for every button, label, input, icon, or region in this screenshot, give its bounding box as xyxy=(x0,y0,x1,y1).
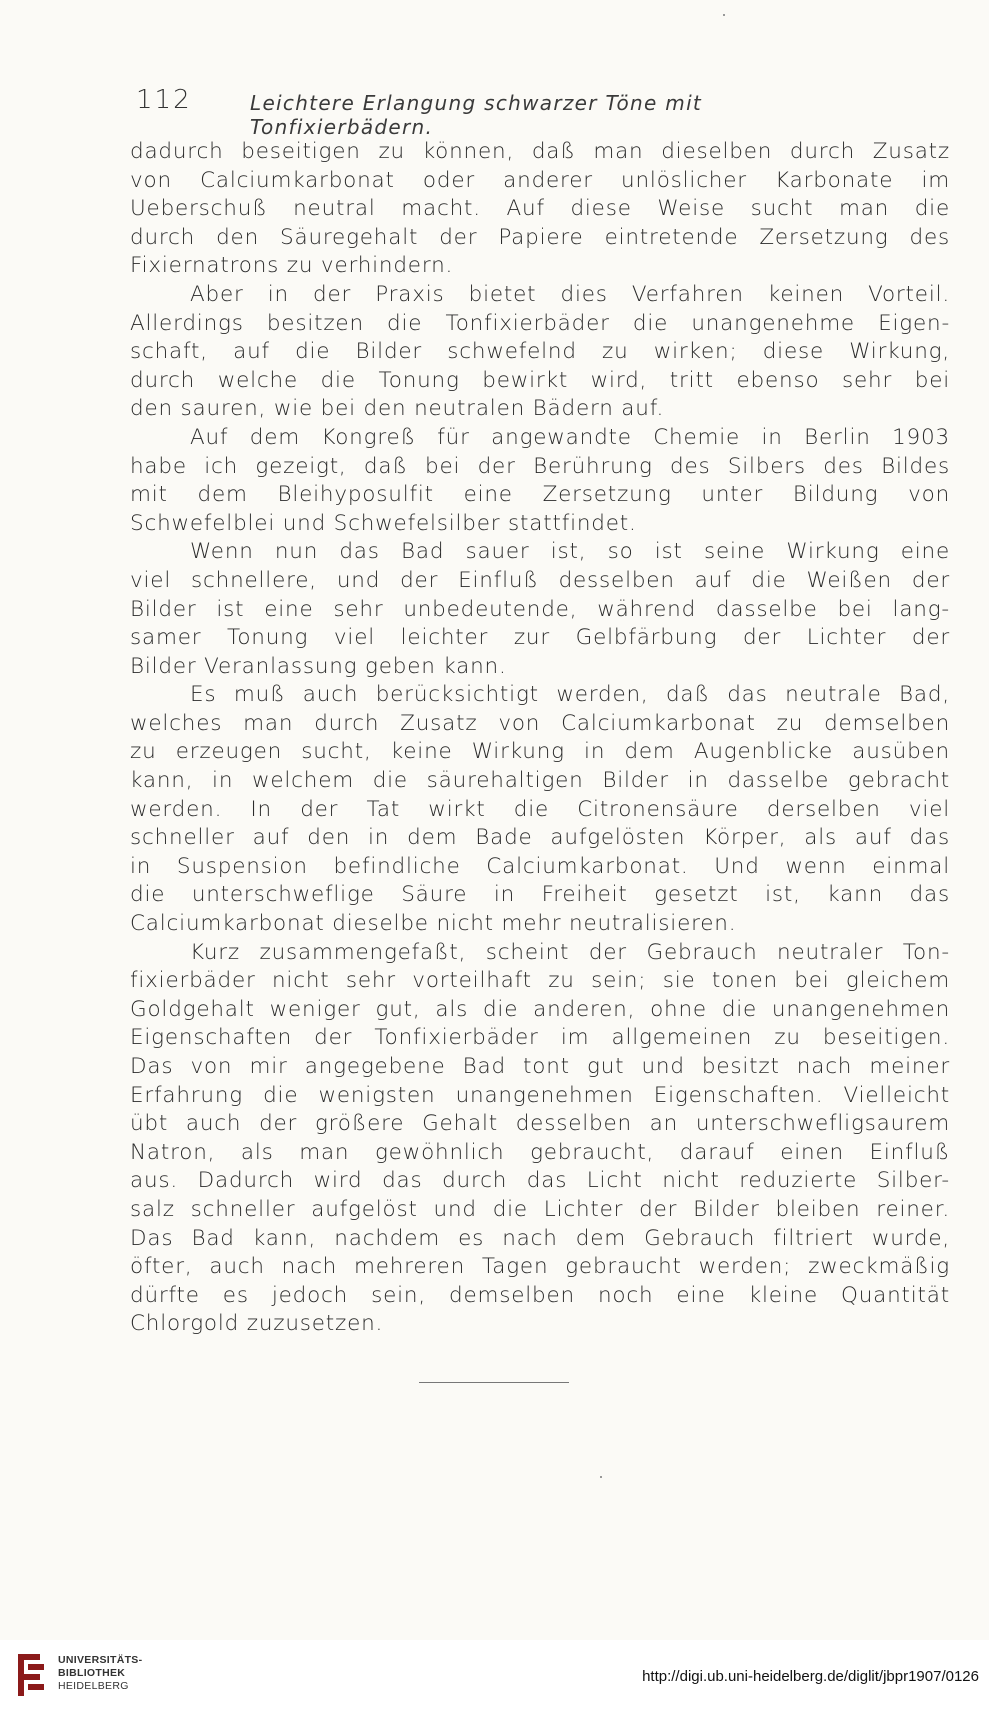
text-line: dadurch beseitigen zu können, daß man dieselben durch Zusatz xyxy=(130,139,950,164)
text-line: Bilder ist eine sehr unbedeutende, während dasselbe bei lang- xyxy=(130,596,950,622)
text-line: in Suspension befindliche Calciumkarbonat. Und wenn einmal xyxy=(130,853,950,879)
paragraph-first-line: Aber in der Praxis bietet dies Verfahren keinen Vorteil. xyxy=(190,281,950,307)
text-line: mit dem Bleihyposulfit eine Zersetzung unter Bildung von xyxy=(130,482,950,508)
paragraph-first-line: Wenn nun das Bad sauer ist, so ist seine Wirkung eine xyxy=(190,539,950,565)
source-url-link[interactable]: http://digi.ub.uni-heidelberg.de/diglit/jbpr1907/0126 xyxy=(642,1668,979,1685)
text-line: Eigenschaften der Tonfixierbäder im allgemeinen zu beseitigen. xyxy=(130,1025,950,1051)
text-line: durch den Säuregehalt der Papiere eintretende Zersetzung des xyxy=(130,224,950,250)
text-line: Schwefelblei und Schwefelsilber stattfindet. xyxy=(130,510,637,536)
text-line: aus. Dadurch wird das durch das Licht nicht reduzierte Silber- xyxy=(130,1168,950,1194)
text-line: Das Bad kann, nachdem es nach dem Gebrauch filtriert wurde, xyxy=(130,1225,950,1251)
text-line: durch welche die Tonung bewirkt wird, tritt ebenso sehr bei xyxy=(130,367,950,393)
text-line: schneller auf den in dem Bade aufgelösten Körper, als auf das xyxy=(130,825,950,851)
library-name-line: UNIVERSITÄTS- xyxy=(58,1654,143,1666)
text-line: die unterschweflige Säure in Freiheit gesetzt ist, kann das xyxy=(130,882,950,908)
body-text xyxy=(130,138,950,1339)
text-line: samer Tonung viel leichter zur Gelbfärbung der Lichter der xyxy=(130,625,950,651)
section-divider xyxy=(419,1382,569,1383)
text-line: salz schneller aufgelöst und die Lichter der Bilder bleiben reiner. xyxy=(130,1196,950,1222)
text-line: habe ich gezeigt, daß bei der Berührung des Silbers des Bildes xyxy=(130,453,950,479)
text-line: schaft, auf die Bilder schwefelnd zu wirken; diese Wirkung, xyxy=(130,339,950,365)
paragraph-first-line: Kurz zusammengefaßt, scheint der Gebrauch neutraler Ton- xyxy=(190,939,950,965)
text-line: öfter, auch nach mehreren Tagen gebraucht werden; zweckmäßig xyxy=(130,1254,950,1280)
text-line: Goldgehalt weniger gut, als die anderen, ohne die unangenehmen xyxy=(130,996,950,1022)
library-logo-icon xyxy=(10,1650,50,1700)
text-line: Ueberschuß neutral macht. Auf diese Weise sucht man die xyxy=(130,196,950,222)
text-line: Bilder Veranlassung geben kann. xyxy=(130,653,507,679)
text-line: werden. In der Tat wirkt die Citronensäure derselben viel xyxy=(130,796,950,822)
text-line: Fixiernatrons zu verhindern. xyxy=(130,253,454,279)
text-line: dürfte es jedoch sein, demselben noch eine kleine Quantität xyxy=(130,1282,950,1308)
page-number: 112 xyxy=(136,85,192,115)
paragraph-first-line: Auf dem Kongreß für angewandte Chemie in Berlin 1903 xyxy=(190,424,950,450)
text-line: von Calciumkarbonat oder anderer unlöslicher Karbonate im xyxy=(130,167,950,193)
running-head: Leichtere Erlangung schwarzer Töne mit Tonfixierbädern. xyxy=(250,91,703,139)
scan-speck xyxy=(723,14,725,16)
scan-speck xyxy=(600,1476,602,1478)
library-name-line: BIBLIOTHEK xyxy=(58,1667,126,1679)
text-line: Erfahrung die wenigsten unangenehmen Eigenschaften. Vielleicht xyxy=(130,1082,950,1108)
text-line: den sauren, wie bei den neutralen Bädern auf. xyxy=(130,396,665,422)
text-line: Natron, als man gewöhnlich gebraucht, darauf einen Einfluß xyxy=(130,1139,950,1165)
paragraph-first-line: Es muß auch berücksichtigt werden, daß das neutrale Bad, xyxy=(190,682,950,708)
text-line: Das von mir angegebene Bad tont gut und besitzt nach meiner xyxy=(130,1054,950,1079)
text-line: Calciumkarbonat dieselbe nicht mehr neutralisieren. xyxy=(130,911,737,937)
text-line: welches man durch Zusatz von Calciumkarbonat zu demselben xyxy=(130,710,950,736)
page-header xyxy=(136,85,850,139)
library-name xyxy=(58,1654,142,1693)
text-line: Chlorgold zuzusetzen. xyxy=(130,1311,384,1337)
text-line: Allerdings besitzen die Tonfixierbäder die unangenehme Eigen- xyxy=(130,310,950,336)
text-line: fixierbäder nicht sehr vorteilhaft zu sein; sie tonen bei gleichem xyxy=(130,968,950,994)
text-line: übt auch der größere Gehalt desselben an unterschwefligsaurem xyxy=(130,1111,950,1137)
text-line: zu erzeugen sucht, keine Wirkung in dem Augenblicke ausüben xyxy=(130,739,950,765)
text-line: kann, in welchem die säurehaltigen Bilder in dasselbe gebracht xyxy=(130,768,950,794)
library-name-line: HEIDELBERG xyxy=(58,1680,129,1692)
footer-bar xyxy=(0,1640,989,1709)
text-line: viel schnellere, und der Einfluß desselben auf die Weißen der xyxy=(130,567,950,593)
